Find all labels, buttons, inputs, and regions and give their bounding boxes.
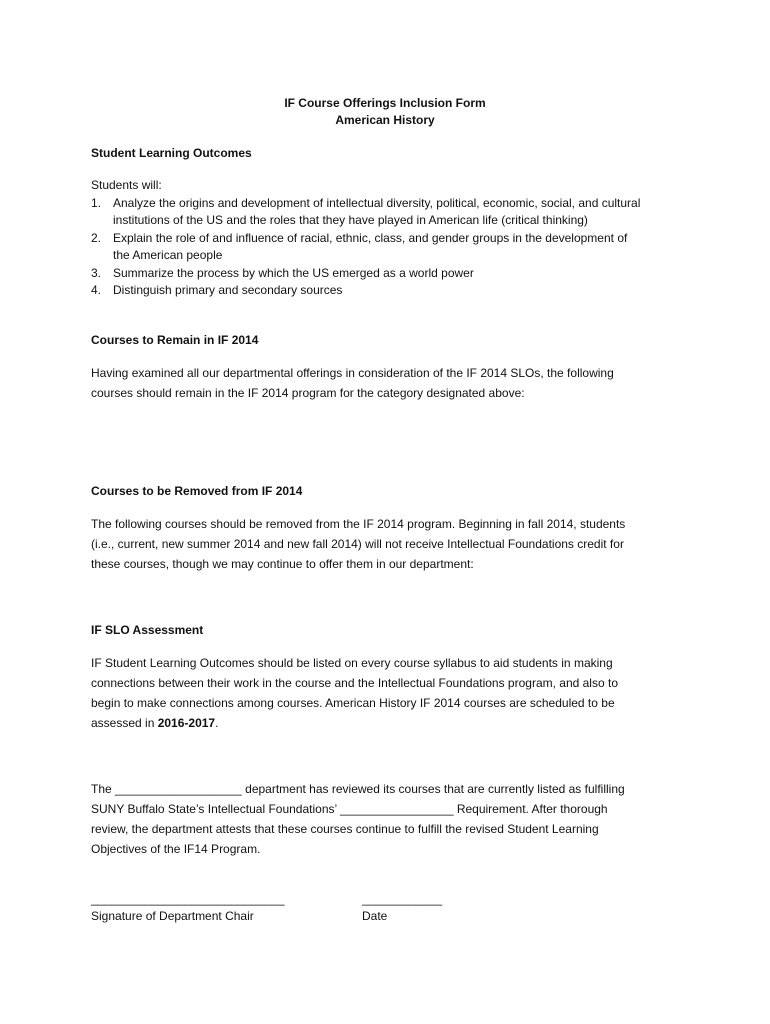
list-item-text: the American people bbox=[113, 248, 223, 262]
assessed-period: . bbox=[215, 716, 219, 730]
slo-heading: Student Learning Outcomes bbox=[91, 146, 252, 160]
list-item-text: Distinguish primary and secondary sources bbox=[113, 283, 343, 297]
remain-paragraph bbox=[91, 363, 691, 403]
paragraph-line: begin to make connections among courses. American History IF 2014 courses are scheduled to be bbox=[91, 696, 615, 710]
list-item-text: Analyze the origins and development of intellectual diversity, political, economic, social, and cultural bbox=[113, 195, 641, 210]
signature-line[interactable]: _____________________________ bbox=[91, 892, 285, 906]
paragraph-line: Objectives of the IF14 Program. bbox=[91, 842, 261, 856]
assessment-year: 2016-2017 bbox=[157, 716, 216, 730]
signature-label: Signature of Department Chair bbox=[91, 909, 254, 923]
paragraph-line: (i.e., current, new summer 2014 and new fall 2014) will not receive Intellectual Foundations credit for bbox=[91, 537, 624, 551]
list-item-text: Explain the role of and influence of racial, ethnic, class, and gender groups in the development of bbox=[113, 230, 628, 245]
list-item bbox=[91, 230, 711, 265]
list-item bbox=[91, 265, 711, 283]
paragraph-line-last bbox=[91, 713, 691, 733]
paragraph-line: The following courses should be removed from the IF 2014 program. Beginning in fall 2014, students bbox=[91, 517, 626, 531]
paragraph-line: courses should remain in the IF 2014 program for the category designated above: bbox=[91, 386, 525, 400]
list-item-number: 1. bbox=[91, 195, 102, 210]
remain-heading: Courses to Remain in IF 2014 bbox=[91, 333, 259, 347]
list-item-text: institutions of the US and the roles that they have played in American life (critical thinking) bbox=[113, 213, 588, 227]
assessed-in-text: assessed in bbox=[91, 716, 158, 730]
document-subtitle: American History bbox=[335, 113, 435, 127]
list-item bbox=[91, 282, 711, 300]
paragraph-line: these courses, though we may continue to offer them in our department: bbox=[91, 557, 474, 571]
students-will-label: Students will: bbox=[91, 178, 162, 192]
outcomes-list bbox=[91, 177, 711, 300]
date-label: Date bbox=[362, 909, 388, 923]
list-item-number: 3. bbox=[91, 265, 102, 280]
removed-heading: Courses to be Removed from IF 2014 bbox=[91, 484, 303, 498]
list-item bbox=[91, 195, 711, 230]
paragraph-line: IF Student Learning Outcomes should be listed on every course syllabus to aid students in making bbox=[91, 656, 613, 670]
date-line[interactable]: ____________ bbox=[362, 892, 443, 906]
removed-paragraph bbox=[91, 514, 691, 574]
assessment-paragraph bbox=[91, 653, 691, 733]
assessment-heading: IF SLO Assessment bbox=[91, 623, 204, 637]
document-title: IF Course Offerings Inclusion Form bbox=[284, 96, 486, 110]
list-item-number: 4. bbox=[91, 283, 102, 297]
paragraph-line: connections between their work in the course and the Intellectual Foundations program, and also to bbox=[91, 676, 618, 690]
list-item-number: 2. bbox=[91, 230, 102, 245]
paragraph-line: Having examined all our departmental offerings in consideration of the IF 2014 SLOs, the following bbox=[91, 366, 614, 380]
list-item-text: Summarize the process by which the US emerged as a world power bbox=[113, 265, 474, 280]
attest-paragraph bbox=[91, 779, 691, 859]
paragraph-line: SUNY Buffalo State’s Intellectual Foundations’ _________________ Requirement. After thorough bbox=[91, 802, 608, 816]
paragraph-line: The ___________________ department has reviewed its courses that are currently listed as fulfilling bbox=[91, 782, 625, 796]
paragraph-line: review, the department attests that these courses continue to fulfill the revised Student Learning bbox=[91, 822, 599, 836]
